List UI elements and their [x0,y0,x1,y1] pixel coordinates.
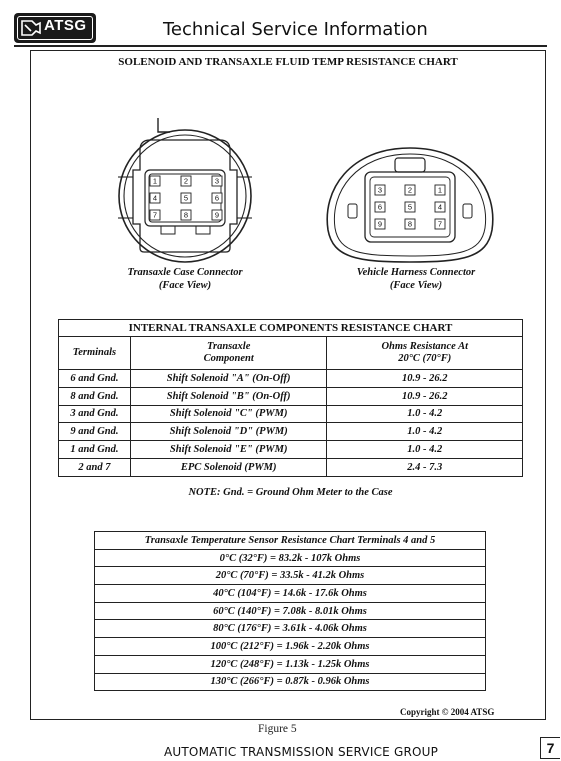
components-resistance-table [58,319,523,477]
pin-number: 1 [152,176,158,186]
temp-resistance-cell: 120°C (248°F) = 1.13k - 1.25k Ohms [95,655,486,673]
table-row [59,458,523,476]
header-component-line1: Transaxle [206,341,251,352]
temp-table-title: Transaxle Temperature Sensor Resistance Chart Terminals 4 and 5 [95,532,486,550]
table-row [95,673,486,691]
table-row [95,585,486,603]
pin-number: 7 [152,210,158,220]
header-title: Technical Service Information [163,19,428,40]
table-row [95,602,486,620]
pin-number: 5 [407,202,413,212]
case-connector-caption [105,266,265,292]
pin-number: 4 [437,202,443,212]
cell-component: Shift Solenoid "C" (PWM) [130,405,327,423]
temp-resistance-cell: 80°C (176°F) = 3.61k - 4.06k Ohms [95,620,486,638]
case-connector-pins [150,176,222,220]
cell-terminals: 3 and Gnd. [59,405,131,423]
pin-number: 9 [377,219,383,229]
cell-terminals: 9 and Gnd. [59,423,131,441]
pin-number: 1 [437,185,443,195]
cell-component: EPC Solenoid (PWM) [130,458,327,476]
table-row [95,655,486,673]
cell-ohms: 1.0 - 4.2 [327,441,523,459]
table-row [95,620,486,638]
cell-component: Shift Solenoid "A" (On-Off) [130,370,327,388]
pin-number: 9 [214,210,220,220]
table-row [59,405,523,423]
header-ohms-line2: 20°C (70°F) [398,353,452,364]
temp-resistance-cell: 40°C (104°F) = 14.6k - 17.6k Ohms [95,585,486,603]
chart-title: SOLENOID AND TRANSAXLE FLUID TEMP RESISTANCE CHART [118,56,458,68]
table-row [59,387,523,405]
pin-number: 6 [377,202,383,212]
temp-resistance-cell: 100°C (212°F) = 1.96k - 2.20k Ohms [95,638,486,656]
harness-caption-line2: (Face View) [389,280,443,291]
harness-caption-line1: Vehicle Harness Connector [356,267,476,278]
pin-number: 8 [407,219,413,229]
table-row [95,638,486,656]
table-row [59,423,523,441]
footer-text: AUTOMATIC TRANSMISSION SERVICE GROUP [164,745,439,759]
pin-number: 5 [183,193,189,203]
pin-number: 4 [152,193,158,203]
components-table-title: INTERNAL TRANSAXLE COMPONENTS RESISTANCE CHART [59,320,523,337]
cell-terminals: 2 and 7 [59,458,131,476]
cell-terminals: 1 and Gnd. [59,441,131,459]
header-ohms [327,337,523,370]
header-terminals: Terminals [59,337,131,370]
logo-text: ATSG [44,17,87,34]
pin-number: 2 [407,185,413,195]
temp-resistance-cell: 60°C (140°F) = 7.08k - 8.01k Ohms [95,602,486,620]
cell-ohms: 10.9 - 26.2 [327,387,523,405]
table-row [59,441,523,459]
cell-component: Shift Solenoid "E" (PWM) [130,441,327,459]
harness-connector-pins [375,185,445,229]
cell-terminals: 6 and Gnd. [59,370,131,388]
pin-number: 7 [437,219,443,229]
cell-ohms: 1.0 - 4.2 [327,405,523,423]
harness-connector-caption [336,266,496,292]
cell-component: Shift Solenoid "D" (PWM) [130,423,327,441]
pin-number: 6 [214,193,220,203]
pin-number: 3 [214,176,220,186]
table-row [59,370,523,388]
cell-terminals: 8 and Gnd. [59,387,131,405]
figure-label: Figure 5 [258,723,297,735]
temp-sensor-table [94,531,486,691]
header-component-line2: Component [203,353,254,364]
case-caption-line2: (Face View) [158,280,212,291]
case-caption-line1: Transaxle Case Connector [127,267,243,278]
pin-number: 3 [377,185,383,195]
page-number: 7 [540,737,560,759]
cell-ohms: 2.4 - 7.3 [327,458,523,476]
ground-note: NOTE: Gnd. = Ground Ohm Meter to the Case [188,487,393,498]
pin-number: 8 [183,210,189,220]
case-connector-drawing [118,118,252,262]
temp-resistance-cell: 0°C (32°F) = 83.2k - 107k Ohms [95,549,486,567]
temp-resistance-cell: 130°C (266°F) = 0.87k - 0.96k Ohms [95,673,486,691]
table-row [95,549,486,567]
table-row [95,567,486,585]
header-ohms-line1: Ohms Resistance At [381,341,468,352]
cell-component: Shift Solenoid "B" (On-Off) [130,387,327,405]
copyright: Copyright © 2004 ATSG [400,707,495,717]
pin-number: 2 [183,176,189,186]
header-component [130,337,327,370]
temp-resistance-cell: 20°C (70°F) = 33.5k - 41.2k Ohms [95,567,486,585]
cell-ohms: 10.9 - 26.2 [327,370,523,388]
cell-ohms: 1.0 - 4.2 [327,423,523,441]
